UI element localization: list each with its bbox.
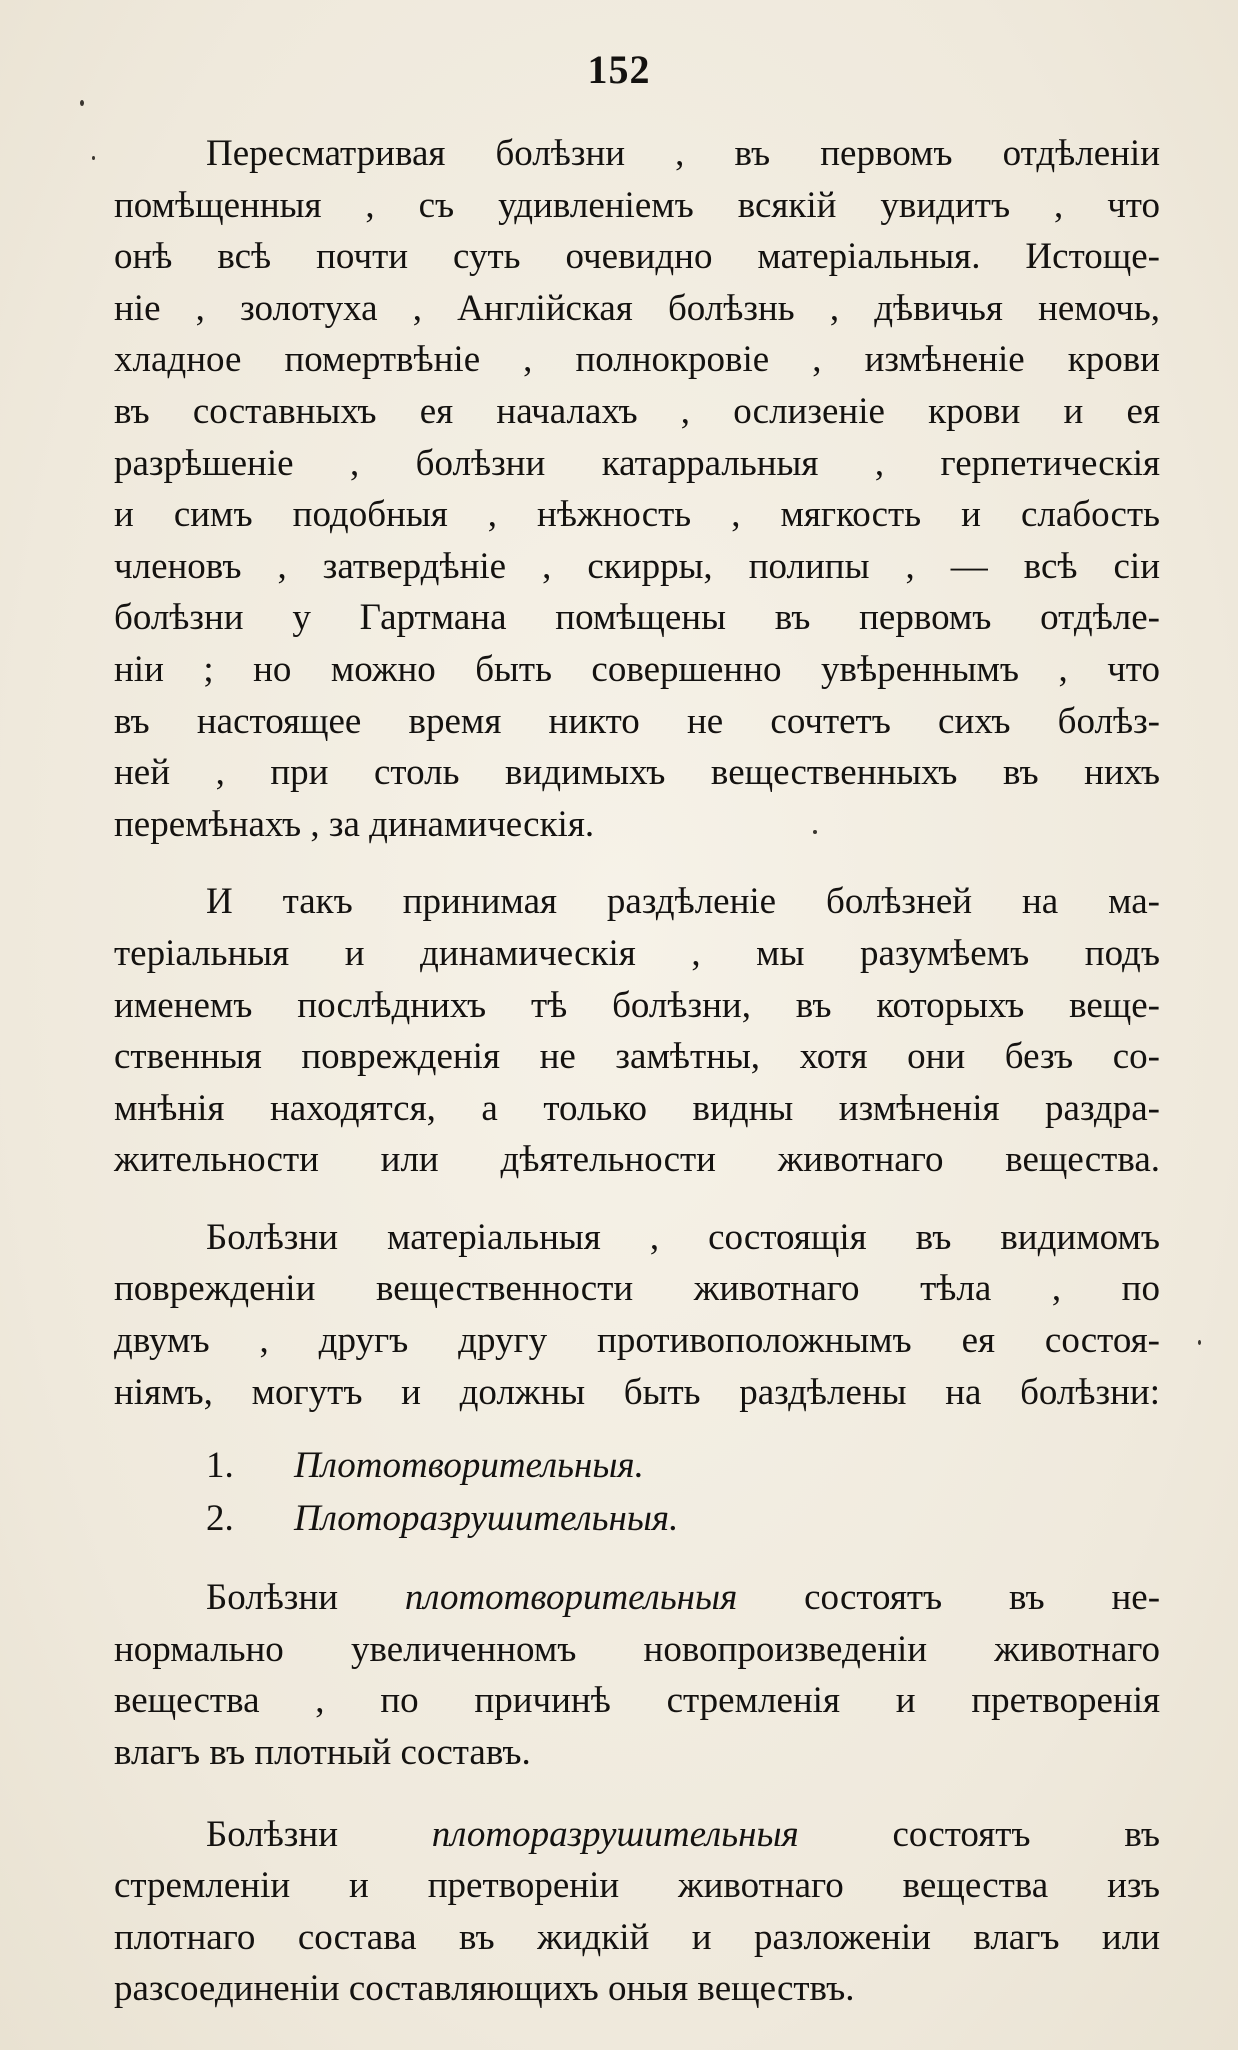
text-line: ственныя поврежденія не замѣтны, хотя они безъ со- [114,1036,1160,1078]
paragraph-1 [114,128,1160,850]
paragraph-3 [114,1212,1160,1418]
italic-term: плототворительныя [404,1577,738,1619]
text-span: Болѣзни [206,1813,339,1855]
text-line: именемъ послѣднихъ тѣ болѣзни, въ которыхъ веще- [114,984,1160,1026]
classification-list [114,1440,1160,1546]
page-number: 152 [587,47,651,92]
print-speck [80,100,84,106]
text-line: стремленіи и претвореніи животнаго вещества изъ [114,1865,1160,1907]
print-speck [1198,1340,1201,1345]
list-term: Плототворительныя. [294,1445,644,1487]
text-line: ніи ; но можно быть совершенно увѣреннымъ , что [114,648,1160,690]
text-line: хладное помертвѣніе , полнокровіе , измѣненіе крови [114,339,1160,381]
text-line: въ составныхъ ея началахъ , ослизеніе крови и ея [114,390,1160,432]
text-line: помѣщенныя , съ удивленіемъ всякій увидитъ , что [114,184,1160,226]
text-line: плотнаго состава въ жидкій и разложеніи влагъ или [114,1916,1160,1958]
list-term: Плоторазрушительныя. [294,1498,679,1540]
italic-term: плоторазрушительныя [431,1813,799,1855]
paragraph-5 [114,1809,1160,2015]
text-line: нормально увеличенномъ новопроизведеніи животнаго [114,1628,1160,1670]
text-line: болѣзни у Гартмана помѣщены въ первомъ отдѣле- [114,597,1160,639]
text-line: Пересматривая болѣзни , въ первомъ отдѣленіи [206,133,1160,174]
list-number: 1. [206,1445,234,1487]
text-line: онѣ всѣ почти суть очевидно матеріальныя. Истоще- [114,236,1160,278]
list-item [114,1493,1160,1546]
text-line [114,1809,1160,1861]
text-line: въ настоящее время никто не сочтетъ сихъ болѣз- [114,700,1160,742]
text-line: членовъ , затвердѣніе , скирры, полипы , — всѣ сіи [114,545,1160,587]
text-line: ніямъ, могутъ и должны быть раздѣлены на болѣзни: [114,1371,1160,1413]
text-line: жительности или дѣятельности животнаго вещества. [114,1139,1160,1181]
list-item [114,1440,1160,1493]
text-line: вещества , по причинѣ стремленія и претворенія [114,1680,1160,1722]
print-speck [92,156,95,160]
print-speck [813,830,817,834]
text-line: ніе , золотуха , Англійская болѣзнь , дѣвичья немочь, [114,287,1160,329]
text-line: теріальныя и динамическія , мы разумѣемъ подъ [114,932,1160,974]
text-line: двумъ , другъ другу противоположнымъ ея состоя- [114,1320,1160,1362]
text-line [114,1572,1160,1624]
list-number: 2. [206,1498,234,1540]
text-line: ней , при столь видимыхъ вещественныхъ въ нихъ [114,752,1160,794]
text-line: разрѣшеніе , болѣзни катарральныя , герпетическія [114,442,1160,484]
text-span: состоятъ въ [892,1813,1160,1855]
text-line: поврежденіи вещественности животнаго тѣла , по [114,1268,1160,1310]
text-line: Болѣзни матеріальныя , состоящія въ видимомъ [206,1216,1160,1258]
body-text [114,128,1160,2015]
text-line: влагъ въ плотный составъ. [114,1732,531,1774]
paragraph-4 [114,1572,1160,1778]
text-line: и симъ подобныя , нѣжность , мягкость и слабость [114,494,1160,536]
text-line: И такъ принимая раздѣленіе болѣзней на ма- [206,881,1160,923]
text-line: разсоединеніи составляющихъ оныя веществъ. [114,1968,855,2010]
paragraph-2 [114,876,1160,1186]
text-span: Болѣзни [206,1577,339,1619]
text-line: мнѣнія находятся, а только видны измѣненія раздра- [114,1087,1160,1129]
text-line: перемѣнахъ , за динамическія. [114,803,595,845]
text-span: состоятъ въ не- [804,1577,1161,1619]
